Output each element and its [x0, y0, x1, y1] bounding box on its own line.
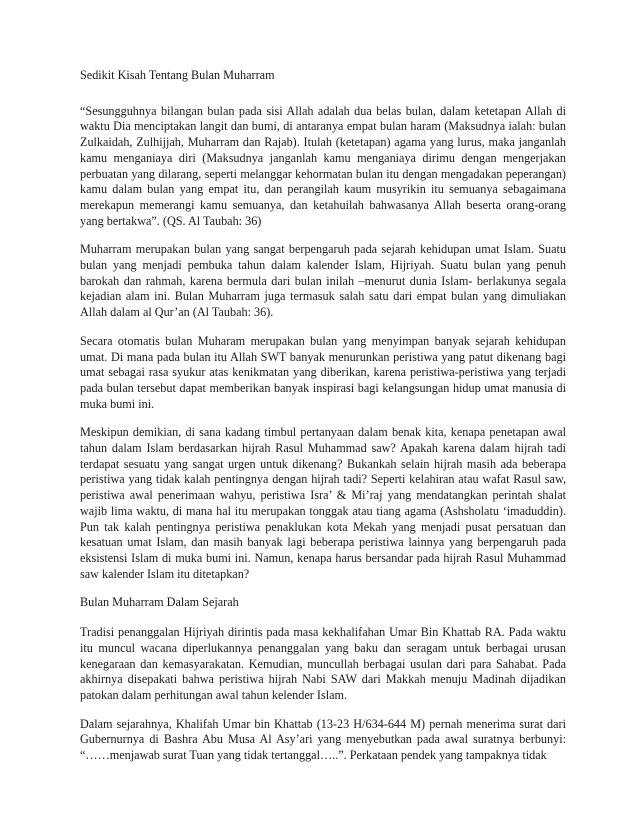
paragraph-umar-letter: Dalam sejarahnya, Khalifah Umar bin Khattab (13-23 H/634-644 M) pernah menerima surat dari Gubernurnya di Bashra Abu Musa Al Asy’ari yang menyebutkan pada awal suratnya berbunyi: “……menjawab surat Tuan yang tidak tertanggal…..”. Perkataan pendek yang tampaknya tidak — [80, 716, 566, 763]
document-title: Sedikit Kisah Tentang Bulan Muharram — [80, 68, 275, 82]
paragraph-history-events: Secara otomatis bulan Muharam merupakan bulan yang menyimpan banyak sejarah kehidupan umat. Di mana pada bulan itu Allah SWT banyak menurunkan peristiwa yang patut dikenang bagi umat sebagai rasa syukur atas kenikmatan yang diberikan, karena peristiwa-peristiwa yang terjadi pada bulan tersebut dapat memberikan banyak inspirasi bagi kelangsungan hidup umat manusia di muka bumi ini. — [80, 333, 566, 411]
paragraph-quran-verse: “Sesungguhnya bilangan bulan pada sisi Allah adalah dua belas bulan, dalam ketetapan Allah di waktu Dia menciptakan langit dan bumi, di antaranya empat bulan haram (Maksudnya ialah: bulan Zulkaidah, Zulhijjah, Muharram dan Rajab). Itulah (ketetapan) agama yang lurus, maka janganlah kamu menganiaya diri (Maksudnya janganlah kamu menganiaya dirimu dengan mengerjakan perbuatan yang dilarang, seperti melanggar kehormatan bulan itu dengan mengadakan peperangan) kamu dalam bulan yang empat itu, dan perangilah kaum musyrikin itu semuanya sebagaimana merekapun memerangi kamu semuanya, dan ketahuilah bahwasanya Allah beserta orang-orang yang bertakwa”. (QS. Al Taubah: 36) — [80, 103, 566, 228]
document-body — [80, 68, 566, 777]
paragraph-muharram-intro: Muharram merupakan bulan yang sangat berpengaruh pada sejarah kehidupan umat Islam. Suatu bulan yang menjadi pembuka tahun dalam kalender Islam, Hijriyah. Suatu bulan yang penuh barokah dan rahmah, karena bermula dari bulan inilah –menurut dunia Islam- berlakunya segala kejadian alam ini. Bulan Muharram juga termasuk salah satu dari empat bulan yang dimuliakan Allah dalam al Qur’an (Al Taubah: 36). — [80, 242, 566, 320]
paragraph-hijrah-question: Meskipun demikian, di sana kadang timbul pertanyaan dalam benak kita, kenapa penetapan awal tahun dalam Islam berdasarkan hijrah Rasul Muhammad saw? Apakah karena dalam hijrah tadi terdapat sesuatu yang sangat urgen untuk dikenang? Bukankah selain hijrah masih ada beberapa peristiwa yang tidak kalah pentingnya dengan hijrah tadi? Seperti kelahiran atau wafat Rasul saw, peristiwa awal penerimaan wahyu, peristiwa Isra’ & Mi’raj yang mendatangkan perintah shalat wajib lima waktu, di mana hal itu merupakan tonggak atau tiang agama (Ashsholatu ‘imaduddin). Pun tak kalah pentingnya peristiwa penaklukan kota Mekah yang menjadi pusat persatuan dan kesatuan umat Islam, dan masih banyak lagi beberapa peristiwa lainnya yang berpengaruh pada eksistensi Islam di muka bumi ini. Namun, kenapa harus bersandar pada hijrah Rasul Muhammad saw kalender Islam itu ditetapkan? — [80, 425, 566, 581]
section-heading: Bulan Muharram Dalam Sejarah — [80, 595, 239, 610]
paragraph-hijriyah-tradition: Tradisi penanggalan Hijriyah dirintis pada masa kekhalifahan Umar Bin Khattab RA. Pada waktu itu muncul wacana diperlukannya penanggalan yang baku dan seragam untuk berbagai urusan kenegaraan dan kemasyarakatan. Kemudian, muncullah berbagai usulan dari para Sahabat. Pada akhirnya disepakati bahwa peristiwa hijrah Nabi SAW dari Makkah menuju Madinah dijadikan patokan dalam perhitungan awal tahun kelender Islam. — [80, 625, 566, 702]
